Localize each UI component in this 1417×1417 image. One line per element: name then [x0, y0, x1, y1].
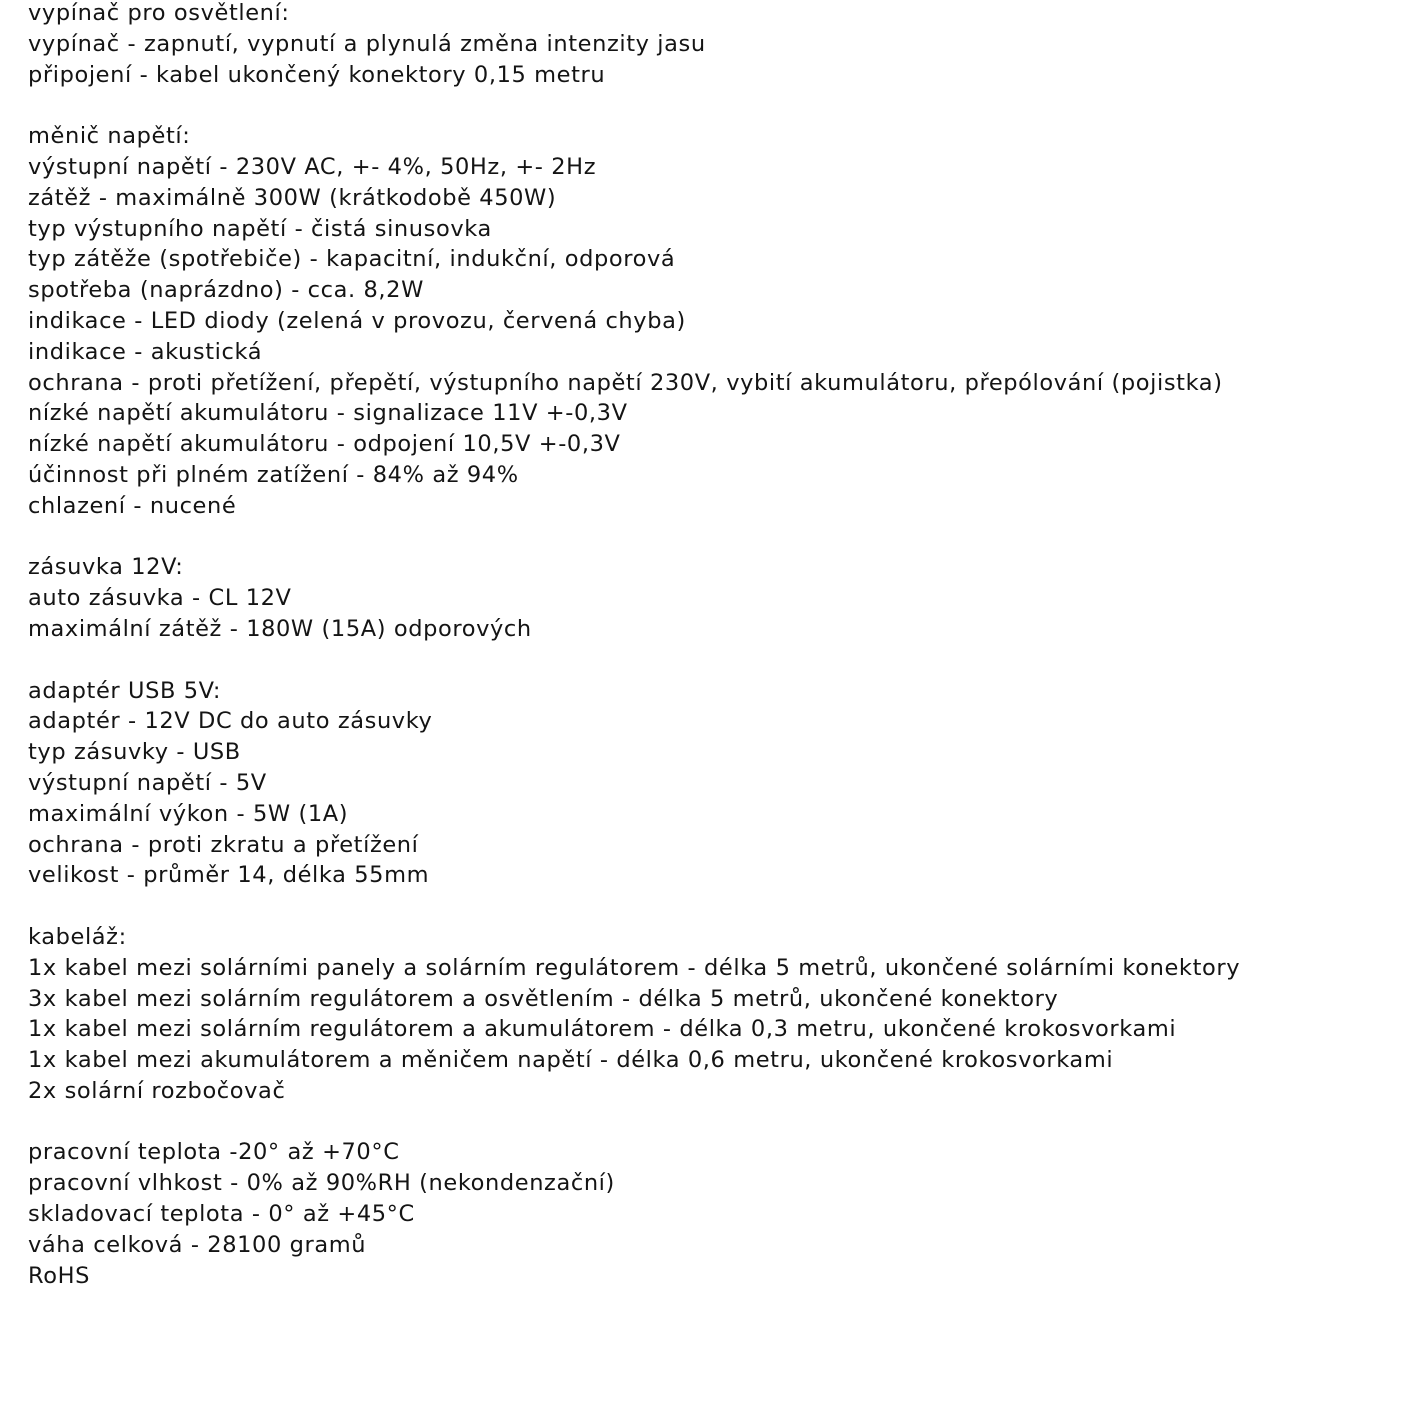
section-cabling	[28, 922, 1413, 1107]
section-heading: zásuvka 12V:	[28, 554, 184, 581]
section-12v-socket	[28, 552, 1413, 644]
spec-line: zátěž - maximálně 300W (krátkodobě 450W)	[28, 184, 557, 211]
section-heading: měnič napětí:	[28, 123, 191, 150]
spec-line: výstupní napětí - 5V	[28, 769, 267, 796]
section-usb-adapter	[28, 676, 1413, 892]
section-gap	[28, 1107, 1413, 1138]
spec-line: chlazení - nucené	[28, 492, 237, 519]
spec-line: typ výstupního napětí - čistá sinusovka	[28, 215, 492, 242]
spec-line: velikost - průměr 14, délka 55mm	[28, 862, 430, 889]
spec-line: připojení - kabel ukončený konektory 0,15 metru	[28, 61, 606, 88]
spec-line: 2x solární rozbočovač	[28, 1077, 286, 1104]
spec-line: váha celková - 28100 gramů	[28, 1231, 367, 1258]
section-gap	[28, 891, 1413, 922]
section-heading: adaptér USB 5V:	[28, 677, 221, 704]
spec-line: nízké napětí akumulátoru - odpojení 10,5V +-0,3V	[28, 431, 621, 458]
section-gap	[28, 645, 1413, 676]
spec-line: 1x kabel mezi solárním regulátorem a akumulátorem - délka 0,3 metru, ukončené krokosvorkami	[28, 1016, 1177, 1043]
spec-line: maximální výkon - 5W (1A)	[28, 800, 349, 827]
section-heading: vypínač pro osvětlení:	[28, 0, 290, 26]
spec-line: auto zásuvka - CL 12V	[28, 585, 292, 612]
spec-line: adaptér - 12V DC do auto zásuvky	[28, 708, 433, 735]
section-general	[28, 1137, 1413, 1291]
spec-line: nízké napětí akumulátoru - signalizace 11V +-0,3V	[28, 400, 628, 427]
spec-line: indikace - LED diody (zelená v provozu, červená chyba)	[28, 307, 686, 334]
spec-line: 1x kabel mezi solárními panely a solárním regulátorem - délka 5 metrů, ukončené solárními konektory	[28, 954, 1241, 981]
spec-document	[28, 0, 1413, 1291]
section-gap	[28, 522, 1413, 553]
spec-line: výstupní napětí - 230V AC, +- 4%, 50Hz, +- 2Hz	[28, 153, 597, 180]
spec-line: 3x kabel mezi solárním regulátorem a osvětlením - délka 5 metrů, ukončené konektory	[28, 985, 1059, 1012]
section-gap	[28, 90, 1413, 121]
spec-line: maximální zátěž - 180W (15A) odporových	[28, 615, 532, 642]
section-light-switch	[28, 0, 1413, 90]
section-inverter	[28, 121, 1413, 521]
spec-line: 1x kabel mezi akumulátorem a měničem napětí - délka 0,6 metru, ukončené krokosvorkami	[28, 1047, 1114, 1074]
spec-line: skladovací teplota - 0° až +45°C	[28, 1201, 415, 1228]
spec-line: účinnost při plném zatížení - 84% až 94%	[28, 461, 519, 488]
spec-line: indikace - akustická	[28, 338, 263, 365]
section-heading: kabeláž:	[28, 923, 127, 950]
spec-line: vypínač - zapnutí, vypnutí a plynulá změna intenzity jasu	[28, 30, 706, 57]
spec-line: ochrana - proti zkratu a přetížení	[28, 831, 419, 858]
spec-line: typ zásuvky - USB	[28, 739, 241, 766]
spec-line: spotřeba (naprázdno) - cca. 8,2W	[28, 277, 424, 304]
spec-line: pracovní teplota -20° až +70°C	[28, 1139, 400, 1166]
spec-line: pracovní vlhkost - 0% až 90%RH (nekondenzační)	[28, 1170, 615, 1197]
spec-line: typ zátěže (spotřebiče) - kapacitní, indukční, odporová	[28, 246, 676, 273]
spec-line: RoHS	[28, 1262, 90, 1289]
spec-line: ochrana - proti přetížení, přepětí, výstupního napětí 230V, vybití akumulátoru, přepólování (pojistka)	[28, 369, 1223, 396]
